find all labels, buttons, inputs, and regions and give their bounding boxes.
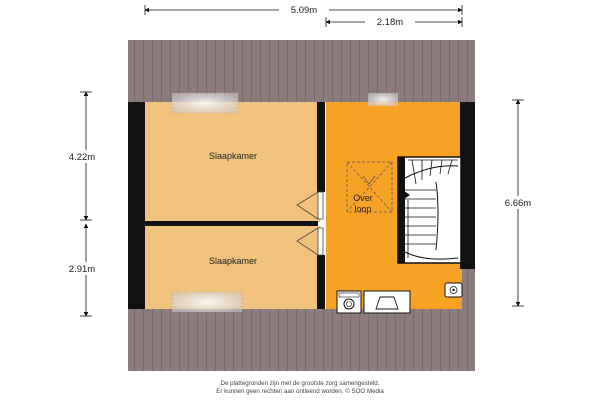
dimension-right-height <box>496 100 540 306</box>
dim-label-total-width: 5.09m <box>290 5 318 16</box>
dim-label-right-height: 6.66m <box>504 198 532 209</box>
wall-left <box>128 102 145 309</box>
bedroom-upper <box>145 102 320 222</box>
dryer-icon <box>364 291 410 313</box>
roof-bottom <box>128 309 475 371</box>
room-label-landing-line1: Over <box>353 193 373 203</box>
dimension-lower-height <box>62 224 102 316</box>
dim-label-right-width: 2.18m <box>376 17 404 28</box>
stairs-icon <box>398 157 461 263</box>
dimension-total-width <box>145 3 462 16</box>
wall-partition <box>145 221 318 226</box>
room-label-landing-line2: loop <box>354 204 372 214</box>
disclaimer-line1: De plattegronden zijn met de grootste zorg samengesteld. <box>220 380 380 387</box>
wall-middle-upper <box>317 102 325 192</box>
room-label-upper-bedroom: Slaapkamer <box>208 151 258 161</box>
boiler-icon <box>445 283 462 297</box>
dim-label-upper-height: 4.22m <box>68 152 96 163</box>
dimension-upper-height <box>62 92 102 220</box>
dim-label-lower-height: 2.91m <box>68 264 96 275</box>
skylight-icon <box>172 93 238 113</box>
wall-middle-lower <box>317 255 325 309</box>
skylight-icon <box>368 93 398 106</box>
skylight-icon <box>172 292 242 312</box>
wall-right <box>460 102 475 269</box>
washing-machine-icon <box>337 291 361 313</box>
disclaimer-line2: Er kunnen geen rechten aan ontleend worden. © SOO Media <box>216 388 384 395</box>
dimension-right-width <box>326 15 462 28</box>
room-label-lower-bedroom: Slaapkamer <box>208 256 258 266</box>
